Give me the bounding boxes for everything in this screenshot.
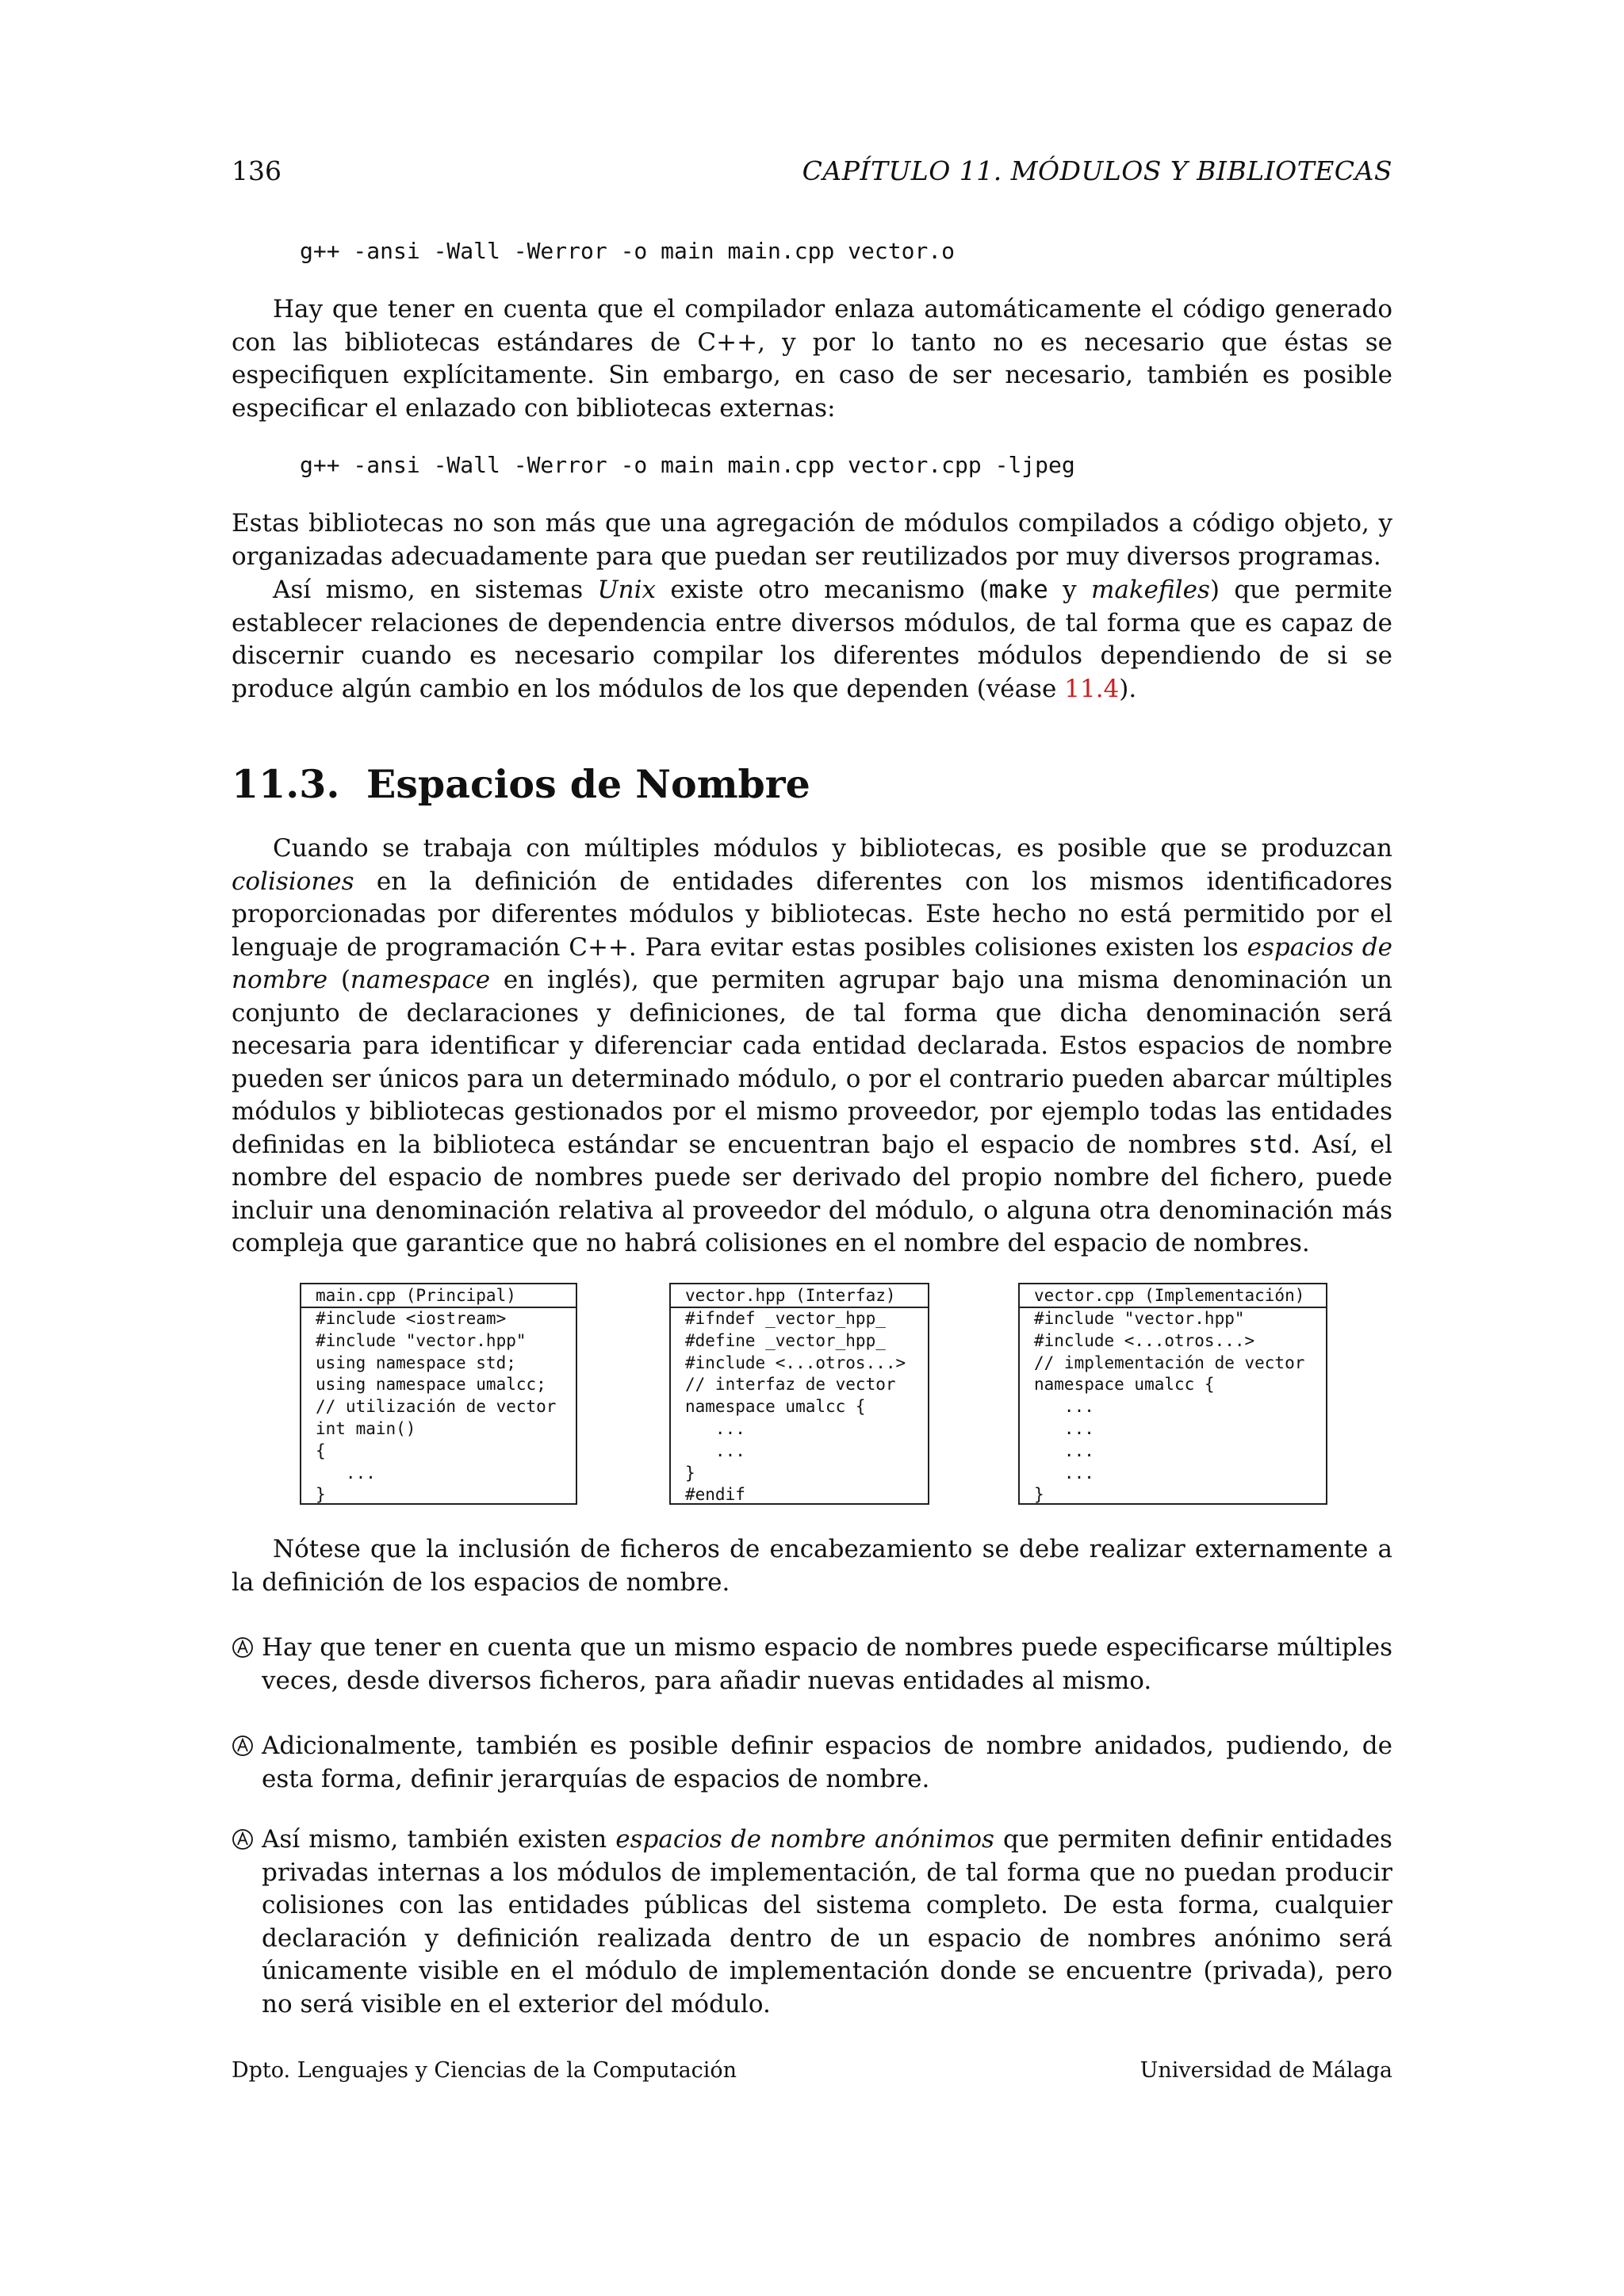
page-number: 136: [232, 155, 282, 186]
note-2: Adicionalmente, también es posible definir espacios de nombre anidados, pudiendo, de esta forma, definir jerarquías de espacios de nombre.: [262, 1730, 1392, 1796]
footer-department: Dpto. Lenguajes y Ciencias de la Computación: [232, 2058, 737, 2083]
makefiles-term: makefiles: [1091, 576, 1210, 604]
paragraph-libraries: Estas bibliotecas no son más que una agregación de módulos compilados a código objeto, y organizadas adecuadamente para que puedan ser reutilizados por muy diversos programas.: [232, 509, 1392, 571]
note-1: Hay que tener en cuenta que un mismo espacio de nombres puede especificarse múltiples veces, desde diversos ficheros, para añadir nuevas entidades al mismo.: [262, 1632, 1392, 1697]
paragraph-include-note: Nótese que la inclusión de ficheros de encabezamiento se debe realizar externamente a la definición de los espacios de nombre.: [232, 1535, 1392, 1597]
note-3: Así mismo, también existen espacios de nombre anónimos que permiten definir entidades privadas internas a los módulos de implementación, de tal forma que no puedan producir colisiones con las entidades públicas del sistema completo. De esta forma, cualquier declaración y definición realizada dentro de un espacio de nombres anónimo será únicamente visible en el módulo de implementación donde se encuentre (privada), pero no será visible en el exterior del módulo.: [262, 1823, 1392, 2021]
section-title: Espacios de Nombre: [366, 761, 810, 807]
vector-cpp-box: vector.cpp (Implementación) #include "vector.hpp" #include <...otros...> // implementación de vector namespace umalcc { ... ... ... ... }: [1018, 1283, 1327, 1505]
section-reference-link[interactable]: 11.4: [1064, 674, 1120, 703]
unix-term: Unix: [597, 576, 656, 604]
paragraph-namespaces: Cuando se trabaja con múltiples módulos y bibliotecas, es posible que se produzcan colisiones en la definición de entidades diferentes con los mismos identificadores proporcionadas por diferentes módulos y bibliotecas. Este hecho no está permitido por el lenguaje de programación C++. Para evitar estas posibles colisiones existen los espacios de nombre (namespace en inglés), que permiten agrupar bajo una misma denominación un conjunto de declaraciones y definiciones, de tal forma que dicha denominación será necesaria para identificar y diferenciar cada entidad declarada. Estos espacios de nombre pueden ser únicos para un determinado módulo, o por el contrario pueden abarcar múltiples módulos y bibliotecas gestionados por el mismo proveedor, por ejemplo todas las entidades definidas en la biblioteca estándar se encuentran bajo el espacio de nombres std. Así, el nombre del espacio de nombres puede ser derivado del propio nombre del fichero, puede incluir una denominación relativa al proveedor del módulo, o alguna otra denominación más compleja que garantice que no habrá colisiones en el nombre del espacio de nombres.: [232, 834, 1392, 1257]
main-cpp-box: main.cpp (Principal) #include <iostream> #include "vector.hpp" using namespace std; using namespace umalcc; // utilización de vector int main() { ... }: [300, 1283, 577, 1505]
circled-a-icon: [232, 1828, 254, 1850]
running-head: CAPÍTULO 11. MÓDULOS Y BIBLIOTECAS: [802, 155, 1392, 186]
vector-cpp-title: vector.cpp (Implementación): [1020, 1284, 1326, 1308]
std-term: std: [1248, 1130, 1293, 1159]
section-heading: [232, 761, 810, 807]
main-cpp-title: main.cpp (Principal): [301, 1284, 576, 1308]
footer-university: Universidad de Málaga: [1139, 2058, 1392, 2083]
vector-hpp-title: vector.hpp (Interfaz): [671, 1284, 928, 1308]
vector-hpp-box: vector.hpp (Interfaz) #ifndef _vector_hpp_ #define _vector_hpp_ #include <...otros...> // interfaz de vector namespace umalcc { ... ... } #endif: [669, 1283, 929, 1505]
circled-a-icon: [232, 1636, 254, 1659]
section-number: 11.3.: [232, 761, 340, 807]
compile-command-1: g++ -ansi -Wall -Werror -o main main.cpp vector.o: [300, 238, 956, 264]
paragraph-linking: Hay que tener en cuenta que el compilador enlaza automáticamente el código generado con las bibliotecas estándares de C++, y por lo tanto no es necesario que éstas se especifiquen explícitamente. Sin embargo, en caso de ser necesario, también es posible especificar el enlazado con bibliotecas externas:: [232, 295, 1392, 423]
make-term: make: [989, 576, 1048, 604]
compile-command-2: g++ -ansi -Wall -Werror -o main main.cpp vector.cpp -ljpeg: [300, 452, 1075, 478]
paragraph-make: Así mismo, en sistemas Unix existe otro mecanismo (make y makefiles) que permite establecer relaciones de dependencia entre diversos módulos, de tal forma que es capaz de discernir cuando es necesario compilar los diferentes módulos dependiendo de si se produce algún cambio en los módulos de los que dependen (véase 11.4).: [232, 576, 1392, 703]
page-header: [232, 155, 1392, 195]
circled-a-icon: [232, 1735, 254, 1757]
